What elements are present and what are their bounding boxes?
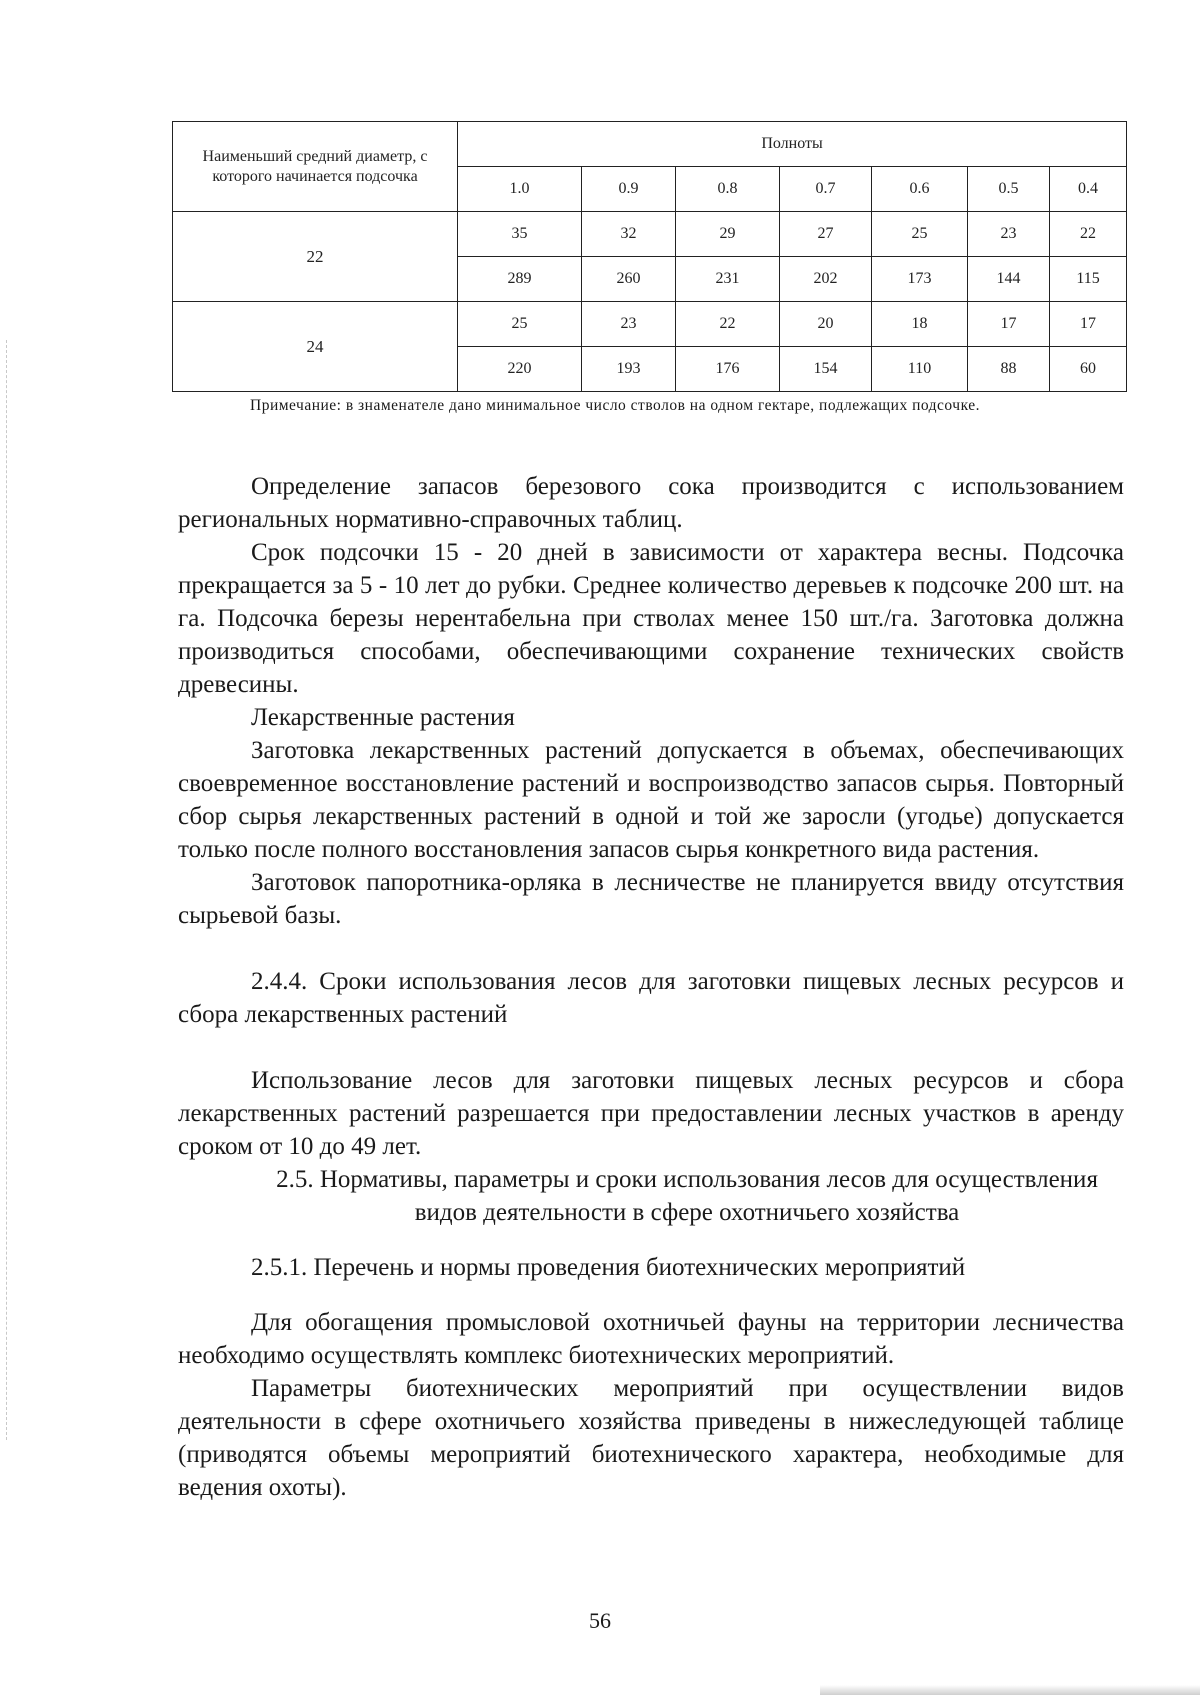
table-note [178,396,1124,416]
scan-edge-line [6,340,8,1440]
table-row [173,302,1127,347]
row-diameter: 24 [173,302,458,392]
numerator-cell: 22 [676,302,780,347]
numerator-cell: 23 [582,302,676,347]
fullness-value: 0.7 [780,167,872,212]
scan-bottom-shadow [820,1685,1200,1695]
fullness-value: 1.0 [458,167,582,212]
numerator-cell: 35 [458,212,582,257]
numerator-cell: 18 [872,302,968,347]
paragraph-lease-terms: Использование лесов для заготовки пищевых лесных ресурсов и сбора лекарственных растений разрешается при предоставлении лесных участков в аренду сроком от 10 до 49 лет. [178,1067,1124,1160]
fullness-value: 0.8 [676,167,780,212]
numerator-cell: 32 [582,212,676,257]
denominator-cell: 110 [872,347,968,392]
denominator-cell: 176 [676,347,780,392]
denominator-cell: 115 [1050,257,1127,302]
numerator-cell: 17 [1050,302,1127,347]
tapping-table-container [172,121,1126,392]
denominator-cell: 60 [1050,347,1127,392]
denominator-cell: 289 [458,257,582,302]
denominator-cell: 144 [968,257,1050,302]
subheading-medicinal-plants: Лекарственные растения [251,704,515,731]
denominator-cell: 154 [780,347,872,392]
numerator-cell: 29 [676,212,780,257]
denominator-cell: 173 [872,257,968,302]
denominator-cell: 260 [582,257,676,302]
paragraph-biotech-parameters: Параметры биотехнических мероприятий при осуществлении видов деятельности в сфере охотничьего хозяйства приведены в нижеследующей таблице (приводятся объемы мероприятий биотехнического характера, необходимые для ведения охоты). [178,1375,1124,1501]
row-diameter: 22 [173,212,458,302]
header-min-diameter: Наименьший средний диаметр, с которого начинается подсочка [173,122,458,212]
denominator-cell: 202 [780,257,872,302]
numerator-cell: 17 [968,302,1050,347]
numerator-cell: 23 [968,212,1050,257]
numerator-cell: 20 [780,302,872,347]
denominator-cell: 231 [676,257,780,302]
table-note-text: Примечание: в знаменателе дано минимальное число стволов на одном гектаре, подлежащих подсочке. [250,397,980,414]
fullness-value: 0.5 [968,167,1050,212]
body-text [178,470,1124,1504]
denominator-cell: 220 [458,347,582,392]
numerator-cell: 25 [458,302,582,347]
paragraph-fauna-enrichment: Для обогащения промысловой охотничьей фауны на территории лесничества необходимо осуществлять комплекс биотехнических мероприятий. [178,1309,1124,1369]
fullness-value: 0.6 [872,167,968,212]
denominator-cell: 88 [968,347,1050,392]
fullness-value: 0.4 [1050,167,1127,212]
paragraph-sap-reserves: Определение запасов березового сока производится с использованием региональных нормативно-справочных таблиц. [178,473,1124,533]
section-heading-2-4-4: 2.4.4. Сроки использования лесов для заготовки пищевых лесных ресурсов и сбора лекарственных растений [178,968,1124,1028]
numerator-cell: 27 [780,212,872,257]
header-fullness: Полноты [458,122,1127,167]
table-header-row [173,122,1127,167]
paragraph-medicinal-harvest: Заготовка лекарственных растений допускается в объемах, обеспечивающих своевременное восстановление растений и воспроизводство запасов сырья. Повторный сбор сырья лекарственных растений в одной и той же заросли (угодье) допускается только после полного восстановления запасов сырья конкретного вида растения. [178,737,1124,863]
paragraph-tapping-period: Срок подсочки 15 - 20 дней в зависимости от характера весны. Подсочка прекращается за 5 - 10 лет до рубки. Среднее количество деревьев к подсочке 200 шт. на га. Подсочка березы нерентабельна при стволах менее 150 шт./га. Заготовка должна производиться способами, обеспечивающими сохранение технических свойств древесины. [178,539,1124,698]
denominator-cell: 193 [582,347,676,392]
numerator-cell: 25 [872,212,968,257]
section-heading-2-5: 2.5. Нормативы, параметры и сроки использования лесов для осуществления видов деятельности в сфере охотничьего хозяйства [276,1166,1098,1226]
section-heading-2-5-1: 2.5.1. Перечень и нормы проведения биотехнических мероприятий [251,1254,966,1281]
fullness-value: 0.9 [582,167,676,212]
numerator-cell: 22 [1050,212,1127,257]
table-row [173,212,1127,257]
sap-tapping-table [172,121,1127,392]
page-number: 56 [589,1608,611,1633]
paragraph-bracken-fern: Заготовок папоротника-орляка в лесничестве не планируется ввиду отсутствия сырьевой базы. [178,869,1124,929]
